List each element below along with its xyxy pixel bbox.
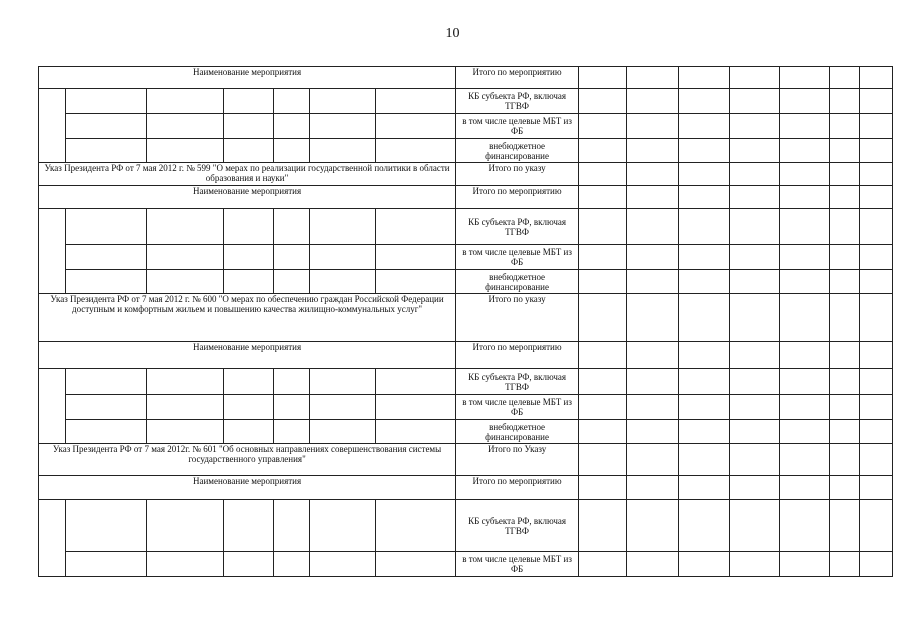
kb-label: КБ субъекта РФ, включая ТГВФ: [456, 89, 579, 114]
decree-title: Указ Президента РФ от 7 мая 2012г. № 601 "Об основных направлениях совершенствования системы государственного управления": [39, 444, 456, 476]
mbt-label: в том числе целевые МБТ из ФБ: [456, 245, 579, 270]
total-decree-label: Итого по указу: [456, 294, 579, 342]
table-row: [39, 500, 893, 552]
kb-label: КБ субъекта РФ, включая ТГВФ: [456, 500, 579, 552]
total-decree-label: Итого по Указу: [456, 444, 579, 476]
table-row: [39, 395, 893, 420]
mbt-label: в том числе целевые МБТ из ФБ: [456, 114, 579, 139]
table-row: [39, 552, 893, 577]
event-name-header: Наименование мероприятия: [39, 342, 456, 369]
total-event-label: Итого по мероприятию: [456, 67, 579, 89]
extra-label: внебюджетное финансирование: [456, 139, 579, 163]
table-row: [39, 245, 893, 270]
event-name-header: Наименование мероприятия: [39, 476, 456, 500]
total-event-label: Итого по мероприятию: [456, 342, 579, 369]
table-row: [39, 294, 893, 342]
total-event-label: Итого по мероприятию: [456, 186, 579, 209]
kb-label: КБ субъекта РФ, включая ТГВФ: [456, 369, 579, 395]
table-row: [39, 444, 893, 476]
table-row: [39, 342, 893, 369]
decree-title: Указ Президента РФ от 7 мая 2012 г. № 599 "О мерах по реализации государственной политики в области образования и науки": [39, 163, 456, 186]
kb-label: КБ субъекта РФ, включая ТГВФ: [456, 209, 579, 245]
mbt-label: в том числе целевые МБТ из ФБ: [456, 395, 579, 420]
table-row: [39, 114, 893, 139]
table-row: [39, 67, 893, 89]
page-number: 10: [445, 26, 460, 41]
table-row: [39, 186, 893, 209]
table-row: [39, 476, 893, 500]
table-row: [39, 420, 893, 444]
event-name-header: Наименование мероприятия: [39, 67, 456, 89]
total-decree-label: Итого по указу: [456, 163, 579, 186]
event-name-header: Наименование мероприятия: [39, 186, 456, 209]
table-row: [39, 270, 893, 294]
extra-label: внебюджетное финансирование: [456, 420, 579, 444]
table-row: [39, 209, 893, 245]
table-row: [39, 139, 893, 163]
table-row: [39, 89, 893, 114]
budget-table: [38, 66, 893, 577]
extra-label: внебюджетное финансирование: [456, 270, 579, 294]
total-event-label: Итого по мероприятию: [456, 476, 579, 500]
table-row: [39, 163, 893, 186]
table-row: [39, 369, 893, 395]
mbt-label: в том числе целевые МБТ из ФБ: [456, 552, 579, 577]
decree-title: Указ Президента РФ от 7 мая 2012 г. № 600 "О мерах по обеспечению граждан Российской Федерации доступным и комфортным жильем и повышению качества жилищно-коммунальных услуг": [39, 294, 456, 342]
